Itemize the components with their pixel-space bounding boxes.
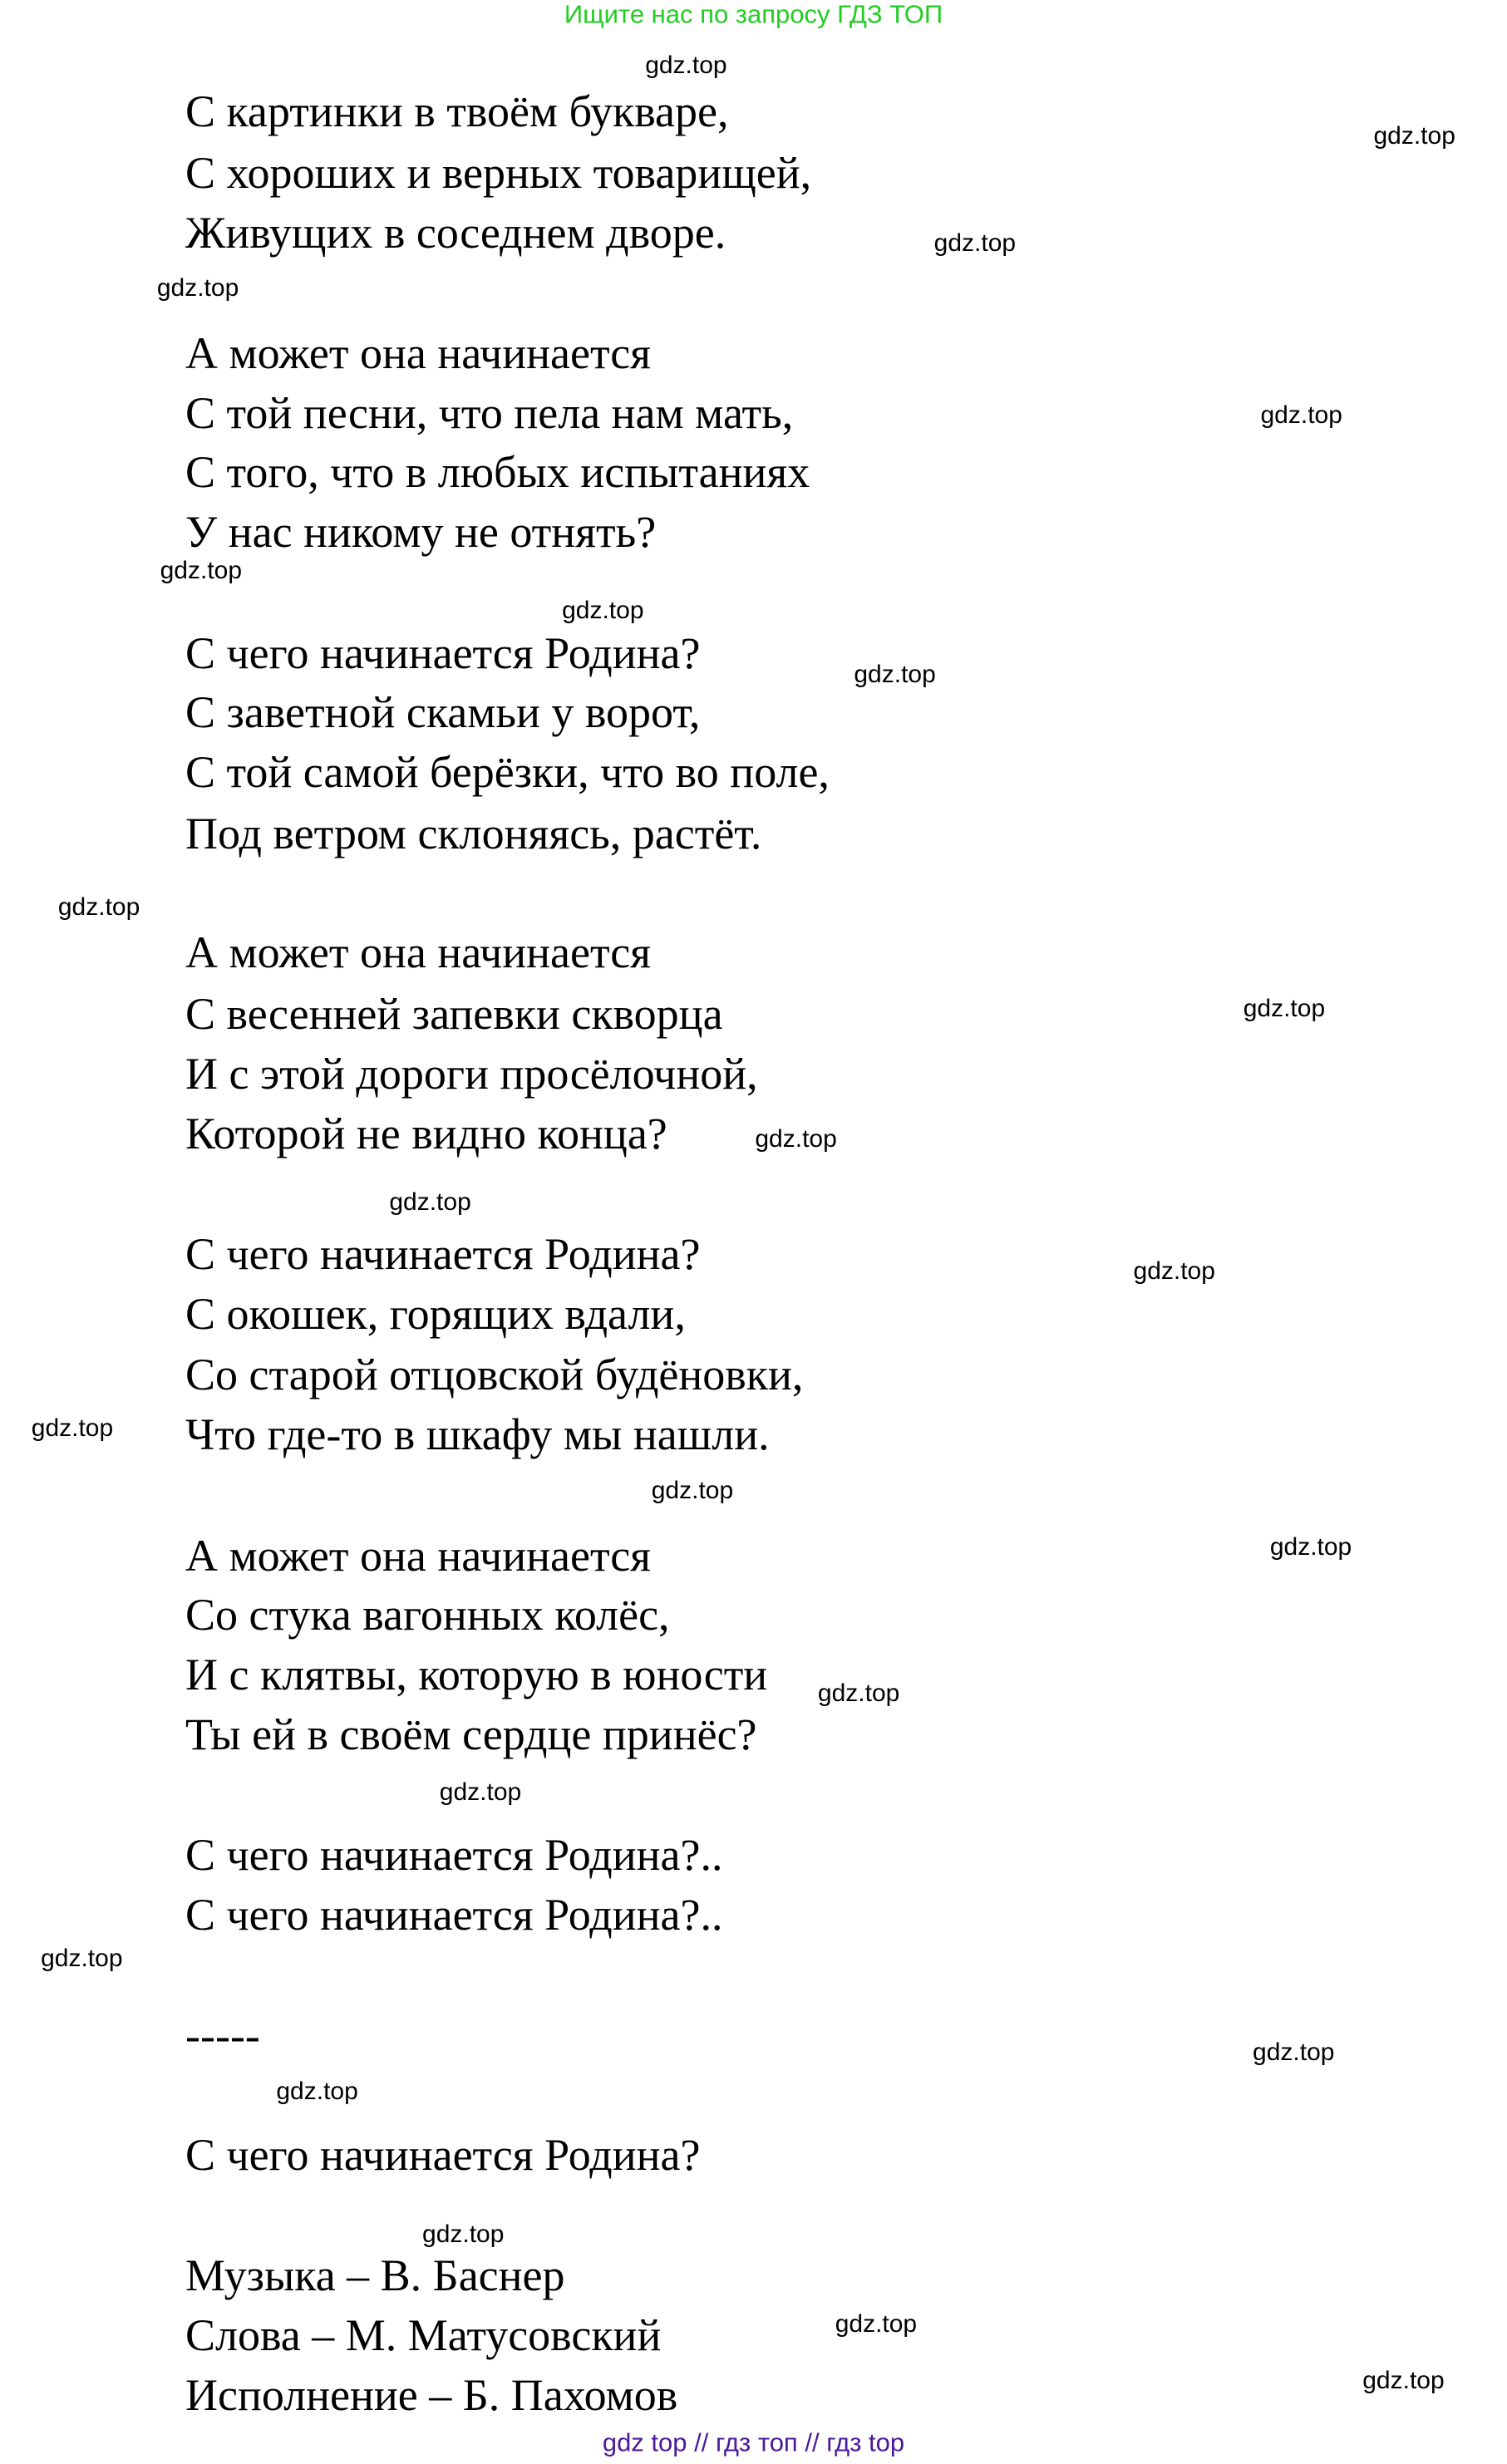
poem-line: С чего начинается Родина?..: [185, 1890, 723, 1940]
watermark-text: gdz.top: [160, 557, 243, 585]
watermark-text: gdz.top: [817, 1679, 900, 1707]
poem-line: С той самой берёзки, что во поле,: [185, 747, 830, 798]
watermark-text: gdz.top: [156, 274, 239, 302]
poem-line: С заветной скамьи у ворот,: [185, 687, 701, 738]
poem-line: С того, что в любых испытаниях: [185, 447, 810, 498]
watermark-text: gdz.top: [1253, 2039, 1335, 2067]
poem-line: Которой не видно конца?: [185, 1108, 667, 1158]
poem-line: У нас никому не отнять?: [185, 507, 657, 558]
poem-line: С картинки в твоём букваре,: [185, 86, 729, 137]
poem-line: С чего начинается Родина?: [185, 1228, 701, 1279]
footer-link-gdz-top-ru[interactable]: гдз топ: [716, 2427, 798, 2457]
watermark-text: gdz.top: [389, 1188, 471, 1216]
poem-line: А может она начинается: [185, 927, 652, 978]
poem-line: Музыка – В. Баснер: [185, 2250, 565, 2301]
poem-line: А может она начинается: [185, 327, 652, 378]
footer-separator: //: [694, 2427, 709, 2457]
poem-line: С окошек, горящих вдали,: [185, 1288, 686, 1339]
footer-links: [0, 2427, 1507, 2457]
watermark-text: gdz.top: [31, 1414, 114, 1442]
poem-line: С чего начинается Родина?: [185, 627, 701, 678]
watermark-text: gdz.top: [439, 1778, 522, 1806]
watermark-text: gdz.top: [1269, 1533, 1352, 1562]
watermark-text: gdz.top: [1243, 995, 1326, 1023]
poem-line: А может она начинается: [185, 1530, 652, 1581]
footer-separator: //: [805, 2427, 820, 2457]
watermark-text: gdz.top: [651, 1477, 734, 1505]
watermark-text: gdz.top: [41, 1944, 123, 1972]
footer-link-gdz-top-mixed[interactable]: гдз top: [826, 2427, 905, 2457]
watermark-text: gdz.top: [276, 2078, 358, 2106]
footer-link-gdz-top[interactable]: gdz top: [602, 2427, 687, 2457]
watermark-text: gdz.top: [422, 2221, 505, 2249]
poem-line: -----: [185, 2010, 260, 2061]
poem-line: Что где-то в шкафу мы нашли.: [185, 1409, 770, 1460]
poem-line: И с этой дороги просёлочной,: [185, 1048, 758, 1099]
poem-line: Со старой отцовской будёновки,: [185, 1350, 804, 1400]
watermark-text: gdz.top: [1260, 401, 1342, 430]
poem-line: Со стука вагонных колёс,: [185, 1590, 670, 1640]
poem-line: С чего начинается Родина?..: [185, 1830, 723, 1881]
poem-line: С хороших и верных товарищей,: [185, 147, 812, 198]
watermark-text: gdz.top: [755, 1125, 837, 1153]
watermark-text: gdz.top: [1373, 122, 1455, 150]
poem-line: С весенней запевки скворца: [185, 988, 723, 1039]
watermark-text: gdz.top: [854, 661, 936, 689]
poem-line: С той песни, что пела нам мать,: [185, 387, 794, 438]
poem-line: Под ветром склоняясь, растёт.: [185, 808, 762, 858]
watermark-text: gdz.top: [1133, 1257, 1215, 1285]
poem-line: Ты ей в своём сердце принёс?: [185, 1709, 757, 1759]
watermark-text: gdz.top: [933, 229, 1017, 257]
watermark-text: gdz.top: [57, 893, 140, 921]
search-hint-banner: Ищите нас по запросу ГДЗ ТОП: [564, 0, 943, 29]
watermark-text: gdz.top: [645, 52, 727, 80]
watermark-text: gdz.top: [1362, 2366, 1445, 2394]
poem-line: И с клятвы, которую в юности: [185, 1650, 768, 1700]
watermark-text: gdz.top: [835, 2309, 918, 2338]
poem-line: Слова – М. Матусовский: [185, 2310, 662, 2361]
watermark-text: gdz.top: [562, 596, 644, 624]
poem-line: С чего начинается Родина?: [185, 2129, 701, 2180]
poem-line: Исполнение – Б. Пахомов: [185, 2369, 678, 2420]
poem-line: Живущих в соседнем дворе.: [185, 207, 726, 258]
